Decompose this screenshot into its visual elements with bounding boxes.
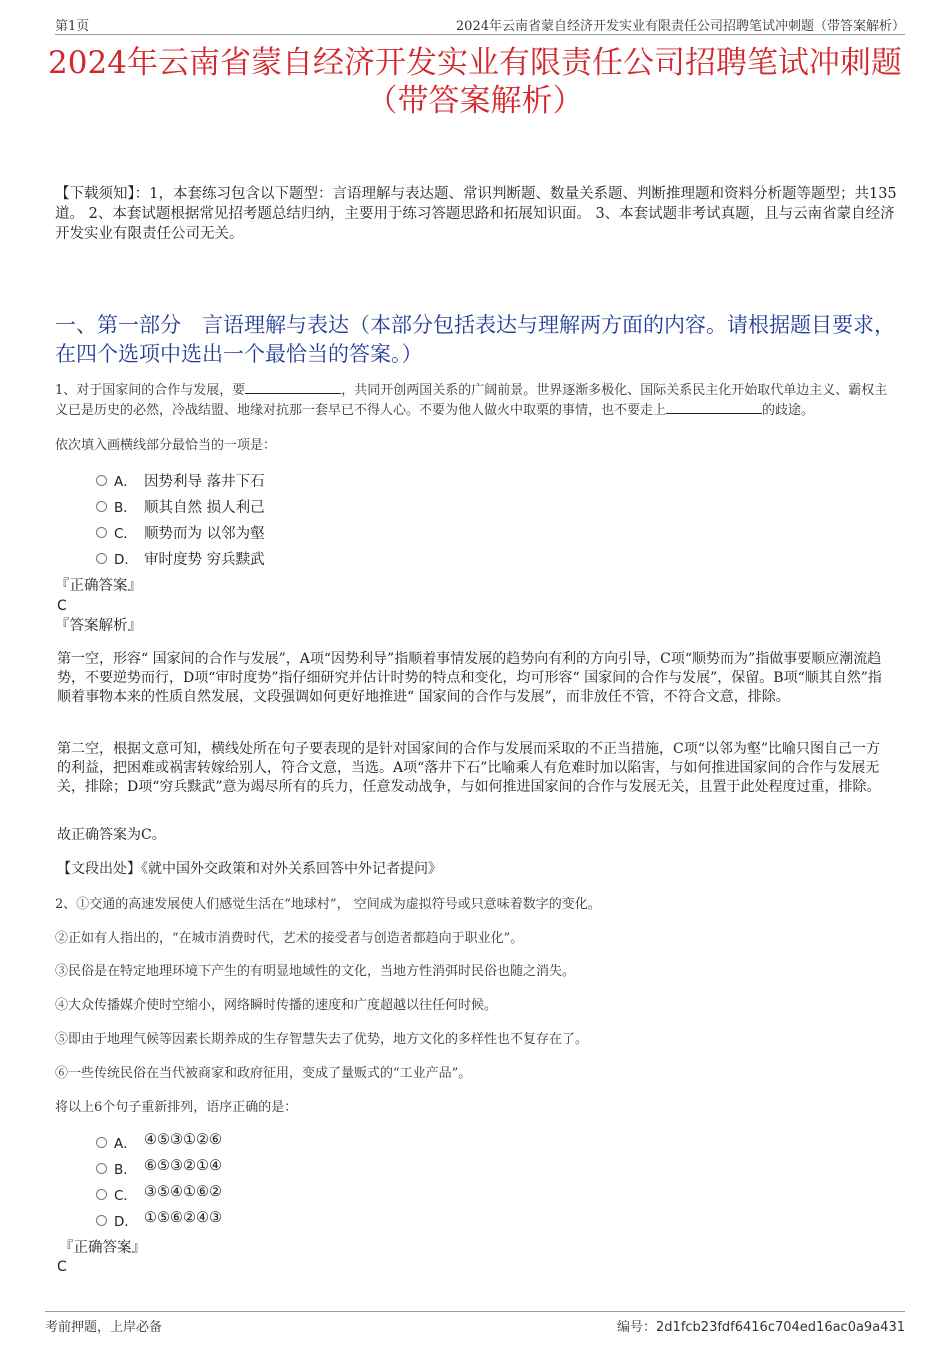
radio-icon[interactable] (96, 1189, 107, 1200)
document-title (40, 44, 910, 120)
option-b[interactable]: B． 顺其自然 损人利己 (96, 493, 496, 519)
page-header (55, 12, 905, 35)
analysis-conclusion: 故正确答案为C。 (57, 827, 166, 843)
answer-label-1: 『正确答案』 (55, 578, 142, 594)
option-c[interactable]: C． ③⑤④①⑥② (96, 1181, 496, 1207)
download-notice: 【下载须知】：1，本套练习包含以下题型：言语理解与表达题、常识判断题、数量关系题、判断推理题和资料分析题等题型；共135道。 2、本套试题根据常见招考题总结归纳，主要用于练习答题思路和拓展知识面。 3、本套试题非考试真题，且与云南省蒙自经济开发实业有限责任公司无关。 (55, 186, 897, 242)
radio-icon[interactable] (96, 475, 107, 486)
question-2-line: ⑥一些传统民俗在当代被商家和政府征用，变成了量贩式的“工业产品”。 (55, 1066, 472, 1081)
option-a[interactable]: A． ④⑤③①②⑥ (96, 1129, 496, 1155)
question-2-line: ④大众传播媒介使时空缩小，网络瞬时传播的速度和广度超越以往任何时候。 (55, 998, 498, 1013)
analysis-paragraph-1: 第一空，形容“ 国家间的合作与发展”，A项“因势利导”指顺着事情发展的趋势向有利的方向引导，C项“顺势而为”指做事要顺应潮流趋势，不要逆势而行，D项“审时度势”指仔细研究并估计时势的特点和变化，均可形容“ 国家间的合作与发展”，保留。B项“顺其自然”指顺着事物本来的性质自然发展，文段强调如何更好地推进“ 国家间的合作与发展”，而非放任不管，不符合文意，排除。 (57, 651, 882, 705)
option-c[interactable]: C． 顺势而为 以邻为壑 (96, 519, 496, 545)
answer-label-2: 『正确答案』 (59, 1240, 146, 1256)
analysis-paragraph-2: 第二空，根据文意可知，横线处所在句子要表现的是针对国家间的合作与发展而采取的不正当措施，C项“以邻为壑”比喻只图自己一方的利益，把困难或祸害转嫁给别人，符合文意，当选。A项“落井下石”比喻乘人有危难时加以陷害，与如何推进国家间的合作与发展无关，排除；D项“穷兵黩武”意为竭尽所有的兵力，任意发动战争，与如何推进国家间的合作与发展无关，且置于此处程度过重，排除。 (57, 741, 881, 795)
footer-code-label: 编号： (617, 1320, 657, 1335)
footer-code (617, 1316, 905, 1335)
page-footer (45, 1311, 905, 1334)
analysis-label-1: 『答案解析』 (55, 618, 142, 634)
question-2-line: ⑤即由于地理气候等因素长期养成的生存智慧失去了优势，地方文化的多样性也不复存在了。 (55, 1032, 589, 1047)
radio-icon[interactable] (96, 1215, 107, 1226)
footer-slogan: 考前押题，上岸必备 (45, 1320, 163, 1335)
question-2-options (96, 1129, 496, 1233)
radio-icon[interactable] (96, 501, 107, 512)
footer-code-value: 2d1fcb23fdf6416c704ed16ac0a9a431 (656, 1320, 905, 1335)
question-2-line: ②正如有人指出的，“在城市消费时代，艺术的接受者与创造者都趋向于职业化”。 (55, 931, 524, 946)
radio-icon[interactable] (96, 553, 107, 564)
option-a[interactable]: A． 因势利导 落井下石 (96, 467, 496, 493)
header-doc-title: 2024年云南省蒙自经济开发实业有限责任公司招聘笔试冲刺题（带答案解析） (455, 19, 905, 34)
radio-icon[interactable] (96, 1137, 107, 1148)
section-title: 一、第一部分 言语理解与表达（本部分包括表达与理解两方面的内容。请根据题目要求，在四个选项中选出一个最恰当的答案。） (55, 313, 895, 366)
question-1-text: 1、对于国家间的合作与发展，要 ，共同开创两国关系的广阔前景。世界逐渐多极化、国际关系民主化开始取代单边主义、霸权主义已是历史的必然，冷战结盟、地缘对抗那一套早已不得人心。不要为他人做火中取栗的事情，也不要走上 的歧途。 (55, 383, 888, 418)
page-number: 第1页 (55, 19, 90, 34)
question-1-options (96, 467, 496, 571)
question-1-prompt: 依次填入画横线部分最恰当的一项是： (55, 438, 277, 453)
title-line-2: （带答案解析） (366, 83, 584, 119)
answer-value-2: C (57, 1259, 67, 1275)
radio-icon[interactable] (96, 527, 107, 538)
option-d[interactable]: D． 审时度势 穷兵黩武 (96, 545, 496, 571)
question-2-line: ③民俗是在特定地理环境下产生的有明显地域性的文化，当地方性消弭时民俗也随之消失。 (55, 964, 576, 979)
question-2-line: 2、①交通的高速发展使人们感觉生活在“地球村”， 空间成为虚拟符号或只意味着数字的变化。 (55, 897, 601, 912)
fill-blank-1 (245, 381, 341, 394)
question-2-prompt: 将以上6个句子重新排列，语序正确的是： (55, 1100, 298, 1115)
option-d[interactable]: D． ①⑤⑥②④③ (96, 1207, 496, 1233)
answer-value-1: C (57, 598, 67, 614)
question-1 (55, 381, 892, 421)
fill-blank-2 (666, 401, 762, 414)
title-line-1: 2024年云南省蒙自经济开发实业有限责任公司招聘笔试冲刺题 (48, 45, 902, 81)
passage-source: 【文段出处】《就中国外交政策和对外关系回答中外记者提问》 (57, 861, 442, 877)
radio-icon[interactable] (96, 1163, 107, 1174)
option-b[interactable]: B． ⑥⑤③②①④ (96, 1155, 496, 1181)
